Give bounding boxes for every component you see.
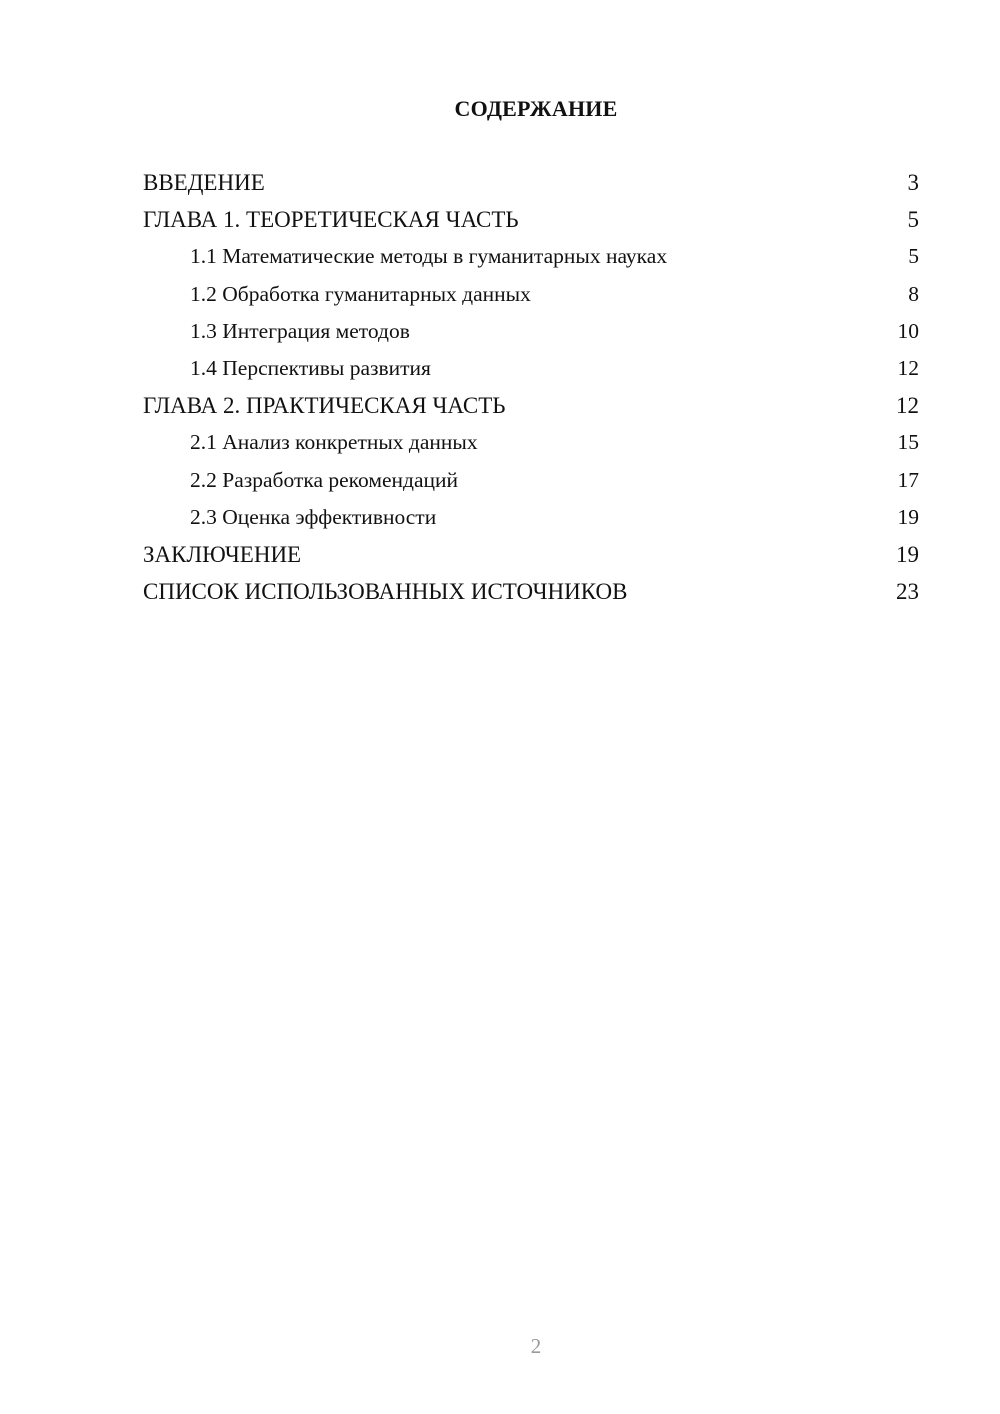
- toc-entry-label: СПИСОК ИСПОЛЬЗОВАННЫХ ИСТОЧНИКОВ: [143, 579, 628, 605]
- toc-entry-chapter-1[interactable]: [143, 207, 919, 244]
- toc-entry-page: 19: [896, 541, 919, 567]
- toc-entry-section-1-1[interactable]: [143, 244, 919, 281]
- toc-entry-page: 15: [897, 430, 919, 455]
- page-number: 2: [530, 1334, 542, 1358]
- toc-entry-label: 2.2 Разработка рекомендаций: [190, 467, 459, 492]
- toc-entry-page: 8: [908, 281, 919, 306]
- toc-entry-label: 1.3 Интеграция методов: [190, 318, 410, 343]
- toc-entry-label: ГЛАВА 1. ТЕОРЕТИЧЕСКАЯ ЧАСТЬ: [143, 207, 519, 233]
- toc-entry-introduction[interactable]: [143, 170, 919, 207]
- toc-entry-page: 19: [897, 504, 919, 529]
- toc-entry-section-2-1[interactable]: [143, 430, 919, 467]
- toc-entry-page: 23: [896, 579, 919, 605]
- toc-entry-section-1-3[interactable]: [143, 319, 919, 356]
- toc-entry-page: 5: [908, 244, 919, 269]
- toc-entry-page: 12: [897, 355, 919, 380]
- toc-entry-chapter-2[interactable]: [143, 393, 919, 430]
- toc-entry-section-2-2[interactable]: [143, 468, 919, 505]
- page-title: СОДЕРЖАНИЕ: [454, 96, 618, 121]
- toc-entry-label: ГЛАВА 2. ПРАКТИЧЕСКАЯ ЧАСТЬ: [143, 393, 506, 419]
- toc-entry-section-1-2[interactable]: [143, 282, 919, 319]
- table-of-contents: [143, 170, 919, 616]
- toc-entry-section-2-3[interactable]: [143, 505, 919, 542]
- toc-entry-page: 12: [896, 393, 919, 419]
- toc-entry-label: ЗАКЛЮЧЕНИЕ: [143, 541, 302, 567]
- toc-entry-label: ВВЕДЕНИЕ: [143, 170, 265, 195]
- toc-entry-label: 2.3 Оценка эффективности: [190, 504, 437, 529]
- toc-entry-section-1-4[interactable]: [143, 356, 919, 393]
- toc-entry-references[interactable]: [143, 579, 919, 616]
- toc-entry-conclusion[interactable]: [143, 542, 919, 579]
- toc-entry-page: 3: [907, 170, 919, 195]
- toc-entry-page: 10: [897, 318, 919, 343]
- toc-entry-page: 5: [907, 207, 919, 233]
- toc-entry-label: 2.1 Анализ конкретных данных: [190, 430, 478, 455]
- toc-entry-label: 1.4 Перспективы развития: [190, 355, 431, 380]
- toc-entry-page: 17: [897, 467, 919, 492]
- toc-entry-label: 1.2 Обработка гуманитарных данных: [190, 281, 531, 306]
- toc-entry-label: 1.1 Математические методы в гуманитарных науках: [190, 244, 668, 269]
